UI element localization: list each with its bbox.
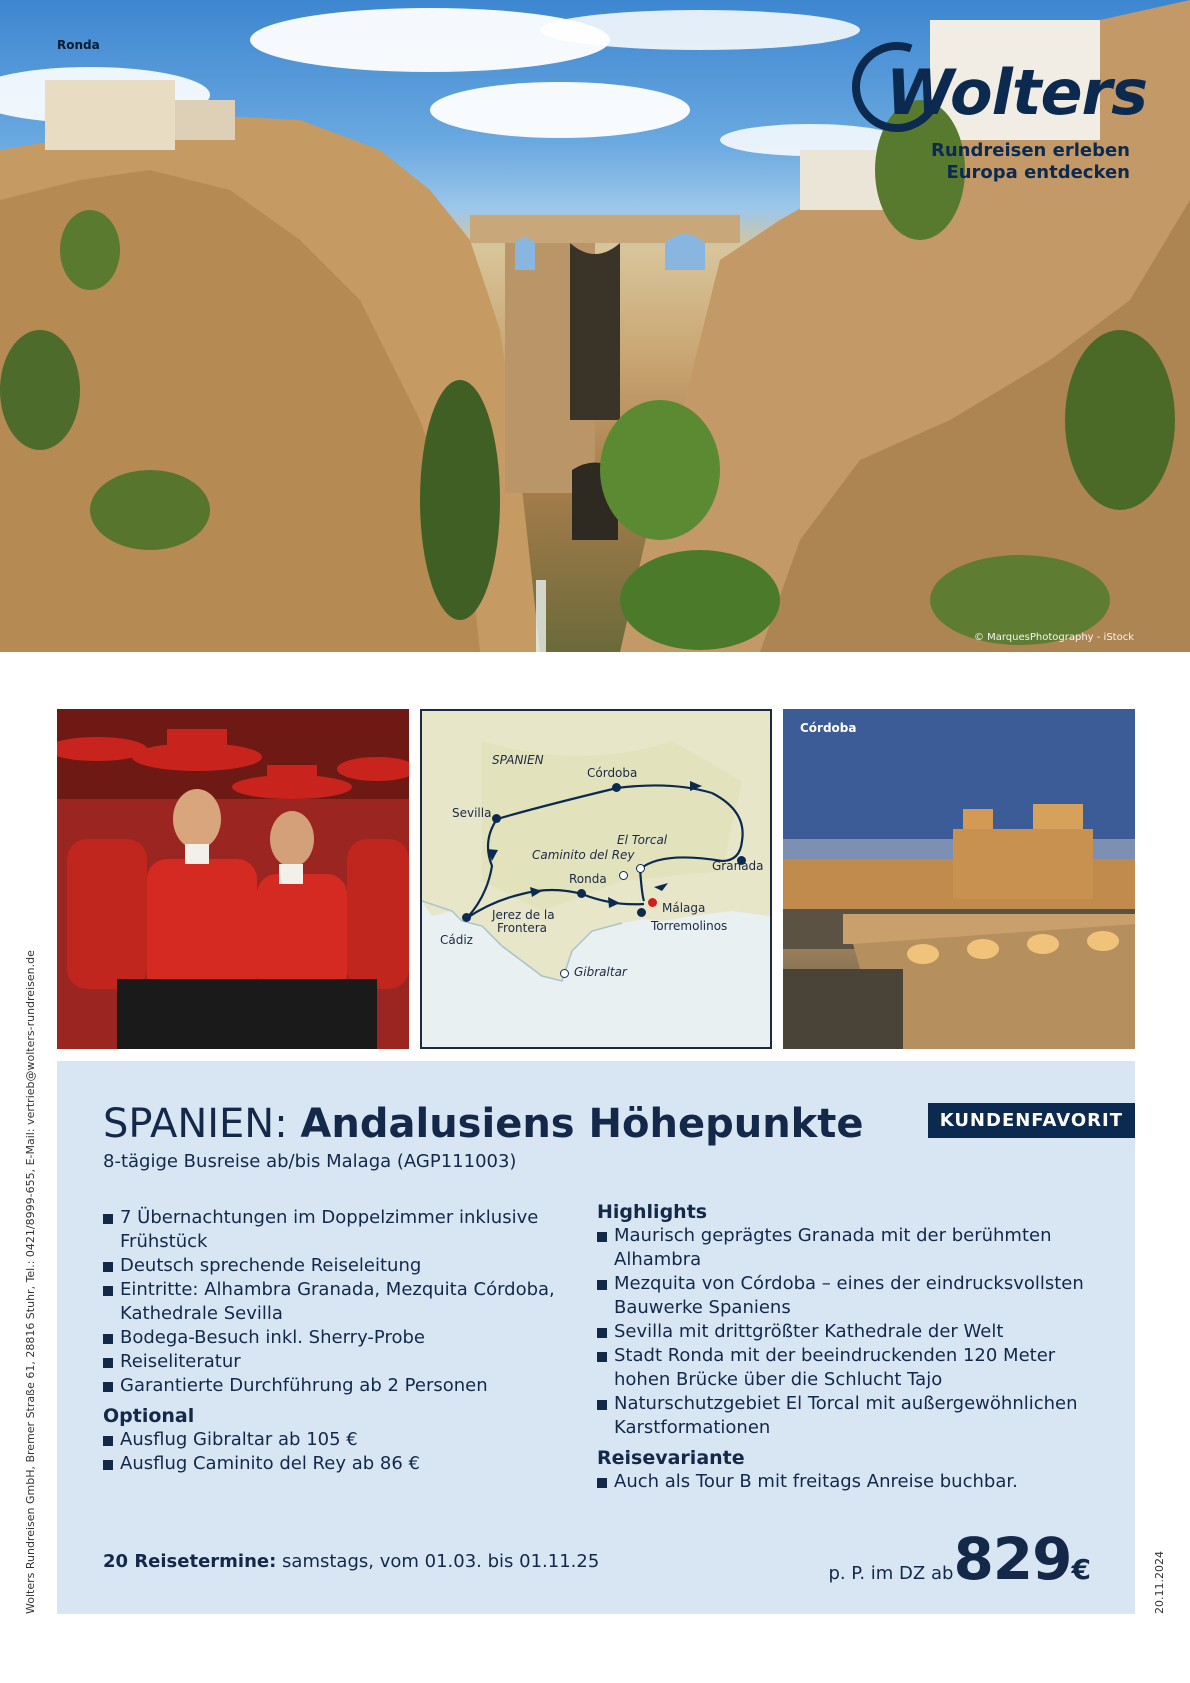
- map-label-jerez-1: Jerez de la: [492, 908, 555, 922]
- map-dot-caminito: [619, 871, 628, 880]
- optional-item: Ausflug Gibraltar ab 105 €: [103, 1428, 573, 1452]
- map-dot-gibraltar: [560, 969, 569, 978]
- customer-favorite-badge: KUNDENFAVORIT: [928, 1103, 1135, 1138]
- imprint-text: Wolters Rundreisen GmbH, Bremer Straße 61, 28816 Stuhr, Tel.: 0421/8999-655, E-Mail: vertrieb@wolters-rundreisen.de: [24, 950, 37, 1614]
- map-label-jerez-2: Frontera: [497, 921, 548, 935]
- logo-tagline: [931, 140, 1130, 184]
- optional-heading: Optional: [103, 1405, 195, 1427]
- map-dot-malaga: [648, 898, 657, 907]
- price: [828, 1525, 1091, 1593]
- travel-dates-value: samstags, vom 01.03. bis 01.11.25: [276, 1551, 600, 1572]
- map-dot-sevilla: [492, 814, 501, 823]
- variant-item: Auch als Tour B mit freitags Anreise buchbar.: [597, 1470, 1117, 1494]
- offer-title-main: Andalusiens Höhepunkte: [300, 1101, 864, 1147]
- price-prefix: p. P. im DZ ab: [828, 1563, 954, 1584]
- offer-title: [103, 1101, 864, 1147]
- highlights-list: [597, 1224, 1117, 1440]
- map-label-cadiz: Cádiz: [440, 933, 473, 947]
- highlight-item: Maurisch geprägtes Granada mit der berühmten Alhambra: [597, 1224, 1117, 1272]
- optional-list: [103, 1428, 573, 1476]
- photo-cordoba-bridge: [783, 709, 1135, 1049]
- logo-tagline-1: Rundreisen erleben: [930, 140, 1130, 161]
- route-map: [420, 709, 772, 1049]
- map-label-ronda: Ronda: [569, 872, 607, 886]
- included-item: Bodega-Besuch inkl. Sherry-Probe: [103, 1326, 573, 1350]
- hero-image-ronda: [0, 0, 1190, 652]
- highlight-item: Naturschutzgebiet El Torcal mit außergewöhnlichen Karstformationen: [597, 1392, 1117, 1440]
- map-dot-cadiz: [462, 913, 471, 922]
- highlights-column: [597, 1200, 1117, 1494]
- cordoba-illustration: [783, 709, 1135, 1049]
- logo-wordmark: Wolters: [886, 56, 1148, 129]
- included-item: 7 Übernachtungen im Doppelzimmer inklusive Frühstück: [103, 1206, 573, 1254]
- map-country-label: SPANIEN: [492, 753, 544, 767]
- hero-caption: Ronda: [57, 38, 100, 52]
- map-label-cordoba: Córdoba: [587, 766, 638, 780]
- travel-dates-label: 20 Reisetermine:: [103, 1551, 277, 1572]
- map-label-caminito: Caminito del Rey: [532, 848, 635, 862]
- photo-caption-cordoba: Córdoba: [800, 721, 857, 735]
- included-item: Garantierte Durchführung ab 2 Personen: [103, 1374, 573, 1398]
- highlight-item: Sevilla mit drittgrößter Kathedrale der Welt: [597, 1320, 1117, 1344]
- included-item: Reiseliteratur: [103, 1350, 573, 1374]
- map-dot-cordoba: [612, 783, 621, 792]
- map-label-torremolinos: Torremolinos: [651, 919, 728, 933]
- optional-item: Ausflug Caminito del Rey ab 86 €: [103, 1452, 573, 1476]
- logo-tagline-2: Europa entdecken: [946, 162, 1130, 183]
- map-label-granada: Granada: [712, 859, 764, 873]
- map-label-sevilla: Sevilla: [452, 806, 492, 820]
- photo-flamenco-riders: [57, 709, 409, 1049]
- map-dot-torremolinos: [637, 908, 646, 917]
- variant-list: [597, 1470, 1117, 1494]
- highlights-heading: Highlights: [597, 1201, 708, 1223]
- print-date: 20.11.2024: [1153, 1551, 1166, 1614]
- included-item: Deutsch sprechende Reiseleitung: [103, 1254, 573, 1278]
- wolters-logo: [848, 38, 1148, 188]
- price-value: 829: [953, 1525, 1072, 1593]
- price-currency: €: [1071, 1553, 1091, 1586]
- included-list: [103, 1206, 573, 1398]
- map-label-gibraltar: Gibraltar: [574, 965, 627, 979]
- map-label-malaga: Málaga: [662, 901, 706, 915]
- travel-dates: [103, 1551, 599, 1572]
- map-dot-ronda: [577, 889, 586, 898]
- included-item: Eintritte: Alhambra Granada, Mezquita Córdoba, Kathedrale Sevilla: [103, 1278, 573, 1326]
- offer-panel: [57, 1061, 1135, 1614]
- photo-credit: © MarquesPhotography - iStock: [973, 632, 1134, 643]
- included-column: [103, 1206, 573, 1476]
- offer-title-prefix: SPANIEN:: [103, 1101, 301, 1147]
- map-label-el-torcal: El Torcal: [617, 833, 668, 847]
- riders-illustration: [57, 709, 409, 1049]
- map-dot-el-torcal: [636, 864, 645, 873]
- offer-subtitle: 8-tägige Busreise ab/bis Malaga (AGP111003): [103, 1151, 517, 1172]
- highlight-item: Mezquita von Córdoba – eines der eindrucksvollsten Bauwerke Spaniens: [597, 1272, 1117, 1320]
- highlight-item: Stadt Ronda mit der beeindruckenden 120 Meter hohen Brücke über die Schlucht Tajo: [597, 1344, 1117, 1392]
- variant-heading: Reisevariante: [597, 1447, 745, 1469]
